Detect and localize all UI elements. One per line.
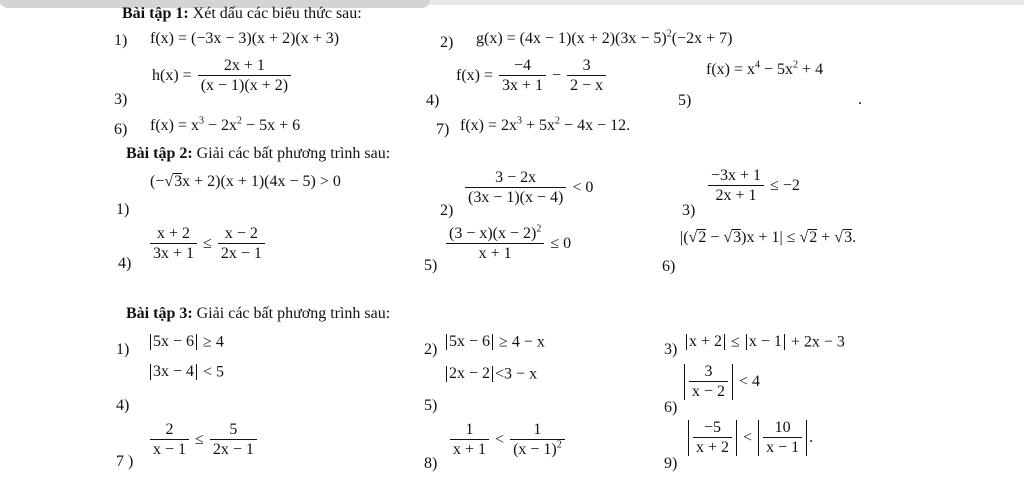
ex1-item-4-denominator-1: 3x + 1	[499, 75, 546, 94]
ex2-item-6-radicand-1: 2	[698, 229, 707, 246]
ex2-item-4-numerator-1: x + 2	[157, 225, 191, 242]
ex1-item-3-numerator: 2x + 1	[223, 57, 265, 74]
ex3-item-8-relation: <	[495, 431, 505, 448]
ex1-item-3-lhs: h(x) =	[152, 67, 192, 84]
ex1-item-6-exponent-2: 2	[237, 115, 243, 127]
ex3-item-9-relation: <	[743, 429, 753, 446]
ex3-item-8-denominator-1: x + 1	[450, 439, 489, 458]
ex2-item-5-numerator	[446, 223, 544, 243]
ex3-item-7-numerator-1: 2	[165, 421, 174, 438]
ex3-item-7-denominator-2: 2x − 1	[210, 439, 257, 458]
ex3-item-7-relation: ≤	[195, 431, 204, 448]
ex2-item-3-number: 3)	[682, 202, 696, 219]
ex3-item-3-number: 3)	[664, 341, 678, 358]
ex3-heading-label: Bài tập 3:	[126, 305, 193, 322]
ex2-item-5-exponent: 2	[536, 223, 542, 235]
ex2-item-5-number: 5)	[424, 257, 438, 274]
ex1-item-3-formula	[152, 58, 293, 94]
ex2-item-1-a: (−	[150, 173, 165, 190]
ex3-item-7-formula	[148, 422, 259, 458]
ex1-item-7-exponent-2: 2	[555, 115, 561, 127]
ex2-item-6-sqrt-2: √3	[723, 229, 742, 246]
ex1-item-1-number: 1)	[114, 32, 128, 49]
ex2-item-6-sqrt-1: √2	[688, 229, 707, 246]
ex3-item-7-numerator-2: 5	[229, 421, 238, 438]
ex1-item-5-a: f(x) = x	[706, 61, 756, 78]
ex1-item-7-exponent-1: 3	[517, 115, 523, 127]
ex3-item-9-dot: .	[809, 429, 814, 446]
ex1-item-6-c: − 5x + 6	[242, 117, 301, 134]
ex1-item-5-formula	[706, 59, 824, 78]
ex2-item-6-plus: +	[817, 229, 835, 246]
ex2-item-1-b: x + 2)(x + 1)(4x − 5) > 0	[182, 173, 341, 190]
ex3-item-3-abs-1: x + 2	[686, 334, 725, 350]
ex3-item-2-abs: 5x − 6	[446, 334, 493, 350]
ex3-heading-text: Giải các bất phương trình sau:	[196, 305, 391, 322]
ex3-item-9-formula	[686, 420, 813, 456]
ex1-item-3-denominator: (x − 1)(x + 2)	[198, 75, 291, 94]
ex2-item-1-formula	[150, 173, 341, 190]
ex2-item-3-numerator: −3x + 1	[711, 167, 762, 184]
ex1-item-1-formula: f(x) = (−3x − 3)(x + 2)(x + 3)	[150, 30, 340, 47]
ex1-item-6-exponent-1: 3	[199, 115, 205, 127]
ex2-item-5-fraction	[446, 223, 544, 262]
ex3-item-9-number: 9)	[664, 455, 678, 472]
ex1-item-7-c: − 4x − 12	[560, 117, 627, 134]
ex3-item-8-denominator-2	[510, 439, 565, 458]
ex2-item-3-denominator: 2x + 1	[708, 185, 764, 204]
ex3-item-4-number: 4)	[116, 397, 130, 414]
ex1-item-2-main: g(x) = (4x − 1)(x + 2)(3x − 5)	[476, 30, 667, 47]
ex3-item-4-formula	[148, 364, 224, 380]
ex2-item-1-radicand: 3	[174, 173, 183, 190]
ex2-item-6-sqrt-3: √2	[799, 229, 818, 246]
ex3-item-5-abs: 2x − 2	[446, 366, 493, 382]
ex1-item-4-numerator-1: −4	[514, 57, 532, 74]
ex1-item-4-fraction-1	[499, 58, 546, 94]
ex2-item-4-number: 4)	[118, 255, 132, 272]
ex1-item-2-tail: (−2x + 7)	[671, 30, 733, 47]
ex3-item-7-number: 7 )	[116, 453, 134, 470]
ex2-item-6-dot: .	[852, 229, 857, 246]
ex3-item-9-numerator-2: 10	[774, 419, 791, 436]
ex3-item-1-abs: 5x − 6	[150, 334, 197, 350]
ex1-item-3-number: 3)	[114, 91, 128, 108]
ex1-item-5-number: 5)	[678, 92, 692, 109]
ex3-item-3-relation: ≤	[731, 333, 740, 351]
ex3-item-8-numerator-2: 1	[533, 421, 542, 438]
ex3-item-8-formula	[448, 422, 567, 458]
ex2-item-2-relation: < 0	[572, 179, 594, 196]
ex2-item-4-formula	[148, 226, 267, 262]
ex3-item-3-formula	[684, 334, 845, 350]
ex2-item-3-fraction	[708, 168, 764, 204]
ex2-heading-text: Giải các bất phương trình sau:	[196, 145, 391, 162]
ex2-item-4-denominator-2: 2x − 1	[218, 243, 265, 262]
ex1-item-7-formula	[460, 115, 631, 134]
ex3-item-6-fraction	[689, 364, 728, 400]
ex2-item-2-denominator: (3x − 1)(x − 4)	[465, 187, 566, 206]
ex2-item-2-formula	[463, 170, 593, 206]
ex1-heading-text: Xét dấu các biểu thức sau:	[192, 5, 362, 22]
ex1-heading	[122, 6, 362, 22]
ex2-item-2-fraction	[465, 170, 566, 206]
ex2-item-6-b: )x + 1| ≤	[741, 229, 800, 246]
ex2-item-1-sqrt: √3	[164, 173, 183, 190]
ex3-item-9-numerator-1: −5	[704, 419, 722, 436]
ex1-item-4-number: 4)	[426, 92, 440, 109]
ex2-item-6-formula	[680, 229, 856, 246]
ex1-item-5-exponent-2: 2	[793, 59, 799, 71]
ex3-item-6-denominator: x − 2	[689, 381, 728, 400]
ex3-item-3-abs-2: x − 1	[746, 334, 785, 350]
ex2-item-3-formula	[706, 168, 800, 204]
ex3-item-9-fraction-1	[693, 420, 732, 456]
ex2-item-4-fraction-2	[218, 226, 265, 262]
ex3-item-3-tail: + 2x − 3	[790, 333, 845, 351]
ex3-item-9-denominator-2: x − 1	[763, 437, 802, 456]
ex2-item-5-denominator: x + 1	[446, 243, 544, 262]
ex2-heading	[126, 146, 390, 162]
ex2-heading-label: Bài tập 2:	[126, 145, 193, 162]
ex2-item-6-sqrt-4: √3	[834, 229, 853, 246]
ex3-item-6-numerator: 3	[704, 363, 713, 380]
ex3-item-8-number: 8)	[424, 455, 438, 472]
ex1-item-5-dot: .	[858, 91, 862, 108]
ex3-item-7-fraction-2	[210, 422, 257, 458]
ex1-item-4-numerator-2: 3	[582, 57, 591, 74]
ex3-item-5-formula	[444, 366, 537, 382]
ex3-item-2-formula	[444, 334, 545, 350]
ex1-item-7-b: + 5x	[522, 117, 556, 134]
ex1-item-4-fraction-2	[567, 58, 606, 94]
ex2-item-4-numerator-2: x − 2	[224, 225, 258, 242]
ex2-item-1-number: 1)	[116, 201, 130, 218]
ex1-item-2-number: 2)	[440, 34, 454, 51]
ex3-item-4-relation: < 5	[203, 363, 225, 381]
ex1-item-3-fraction	[198, 58, 291, 94]
ex1-item-6-b: − 2x	[204, 117, 238, 134]
ex2-item-4-relation: ≤	[203, 235, 212, 252]
ex2-item-5-formula	[444, 223, 572, 262]
ex3-item-2-number: 2)	[424, 341, 438, 358]
ex1-item-2-exponent: 2	[666, 28, 672, 40]
ex3-item-9-abs-1	[688, 420, 737, 456]
ex2-item-3-relation: ≤ −2	[770, 177, 800, 194]
ex1-item-4-lhs: f(x) =	[456, 67, 494, 84]
ex2-item-6-number: 6)	[662, 258, 676, 275]
ex1-item-7-number: 7)	[436, 121, 450, 138]
ex2-item-6-radicand-4: 3	[844, 229, 853, 246]
ex1-item-4-minus: −	[552, 67, 562, 84]
ex2-item-2-number: 2)	[440, 202, 454, 219]
ex3-item-4-abs: 3x − 4	[150, 364, 197, 380]
ex2-item-6-minus: −	[706, 229, 724, 246]
ex1-item-7-a: f(x) = 2x	[460, 117, 518, 134]
ex3-item-6-abs	[684, 364, 733, 400]
ex3-item-1-relation: ≥ 4	[203, 333, 224, 351]
ex1-item-5-exponent-1: 4	[755, 59, 761, 71]
ex1-item-4-denominator-2: 2 − x	[567, 75, 606, 94]
ex3-item-1-number: 1)	[116, 341, 130, 358]
ex3-item-5-relation: <3 − x	[495, 365, 538, 383]
ex3-item-9-denominator-1: x + 2	[693, 437, 732, 456]
ex2-item-2-numerator: 3 − 2x	[495, 169, 537, 186]
ex3-item-7-denominator-1: x − 1	[150, 439, 189, 458]
ex2-item-6-radicand-3: 2	[809, 229, 818, 246]
ex3-item-8-denominator-2-text: (x − 1)	[513, 441, 557, 458]
ex3-item-6-formula	[682, 364, 760, 400]
ex3-item-8-numerator-1: 1	[465, 421, 474, 438]
ex3-item-6-number: 6)	[664, 399, 678, 416]
ex1-item-5-b: − 5x	[760, 61, 794, 78]
ex2-item-5-relation: ≤ 0	[550, 235, 572, 252]
ex3-item-9-abs-2	[758, 420, 807, 456]
ex1-heading-label: Bài tập 1:	[122, 5, 189, 22]
ex1-item-2-formula	[476, 28, 733, 47]
ex3-item-8-fraction-2	[510, 422, 565, 458]
ex3-item-8-exponent: 2	[556, 439, 562, 451]
ex2-item-6-a: |(	[680, 229, 689, 246]
ex1-item-6-a: f(x) = x	[150, 117, 200, 134]
ex2-item-4-fraction-1	[150, 226, 197, 262]
ex3-heading	[126, 306, 390, 322]
ex3-item-7-fraction-1	[150, 422, 189, 458]
ex2-item-4-denominator-1: 3x + 1	[150, 243, 197, 262]
ex3-item-9-fraction-2	[763, 420, 802, 456]
ex1-item-7-dot: .	[626, 117, 631, 134]
ex3-item-1-formula	[148, 334, 224, 350]
ex3-item-6-relation: < 4	[739, 373, 761, 390]
ex3-item-2-relation: ≥ 4 − x	[499, 333, 545, 351]
ex3-item-8-fraction-1	[450, 422, 489, 458]
ex1-item-6-formula	[150, 115, 301, 134]
ex2-item-6-radicand-2: 3	[733, 229, 742, 246]
ex3-item-5-number: 5)	[424, 397, 438, 414]
ex1-item-4-formula	[456, 58, 608, 94]
ex1-item-5-c: + 4	[798, 61, 824, 78]
ex2-item-5-numerator-text: (3 − x)(x − 2)	[449, 225, 537, 242]
ex1-item-6-number: 6)	[114, 121, 128, 138]
